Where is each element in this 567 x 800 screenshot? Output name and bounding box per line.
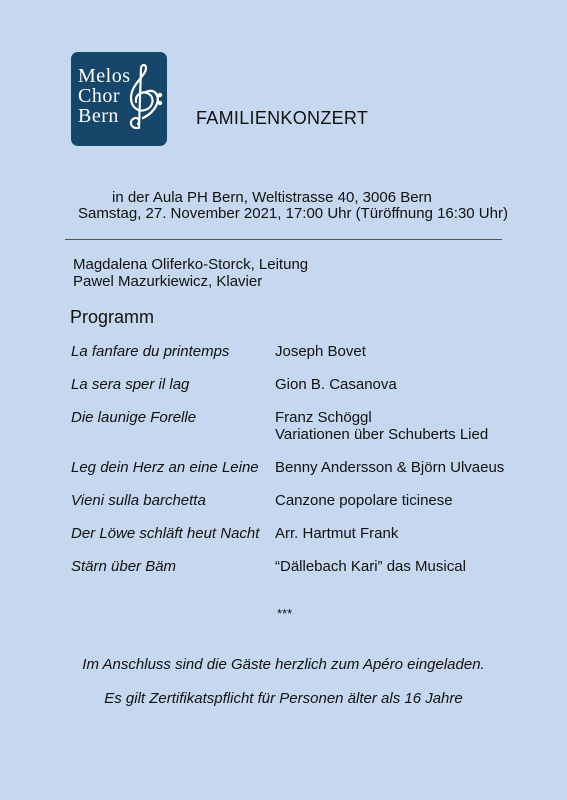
section-separator: *** bbox=[277, 606, 293, 621]
program-item-title: La sera sper il lag bbox=[71, 376, 190, 393]
program-item-title: Leg dein Herz an eine Leine bbox=[71, 459, 259, 476]
program-item-composer: Canzone popolare ticinese bbox=[275, 492, 453, 509]
logo-line-melos-text: Melos bbox=[78, 65, 131, 87]
melos-chor-bern-logo bbox=[71, 52, 167, 146]
page-title: FAMILIENKONZERT bbox=[196, 108, 369, 128]
program-item-composer: Arr. Hartmut Frank bbox=[275, 525, 399, 542]
program-item-title: La fanfare du printemps bbox=[71, 343, 230, 360]
venue-line: in der Aula PH Bern, Weltistrasse 40, 3006 Bern bbox=[112, 189, 432, 206]
divider bbox=[65, 239, 502, 240]
program-item-title: Die launige Forelle bbox=[71, 409, 197, 426]
pianist-line: Pawel Mazurkiewicz, Klavier bbox=[73, 273, 263, 290]
program-item-composer: Franz Schöggl bbox=[275, 409, 372, 426]
program-item-composer: Benny Andersson & Björn Ulvaeus bbox=[275, 459, 505, 476]
program-item-composer: “Dällebach Kari” das Musical bbox=[275, 558, 466, 575]
certificate-note: Es gilt Zertifikatspflicht für Personen älter als 16 Jahre bbox=[104, 690, 463, 707]
program-item-composer: Gion B. Casanova bbox=[275, 376, 397, 393]
program-item-composer-subtitle: Variationen über Schuberts Lied bbox=[275, 426, 489, 443]
apero-note: Im Anschluss sind die Gäste herzlich zum Apéro eingeladen. bbox=[82, 656, 485, 673]
program-item-composer: Joseph Bovet bbox=[275, 343, 366, 360]
program-item-title: Stärn über Bäm bbox=[71, 558, 177, 575]
program-heading: Programm bbox=[70, 307, 155, 327]
logo-line-chor-text: Chor bbox=[78, 85, 120, 107]
date-line: Samstag, 27. November 2021, 17:00 Uhr (Türöffnung 16:30 Uhr) bbox=[78, 205, 508, 222]
treble-bass-clef-icon bbox=[123, 62, 165, 134]
program-item-title: Vieni sulla barchetta bbox=[71, 492, 206, 509]
conductor-line: Magdalena Oliferko-Storck, Leitung bbox=[73, 256, 309, 273]
program-item-title: Der Löwe schläft heut Nacht bbox=[71, 525, 260, 542]
logo-line-bern-text: Bern bbox=[78, 105, 119, 127]
